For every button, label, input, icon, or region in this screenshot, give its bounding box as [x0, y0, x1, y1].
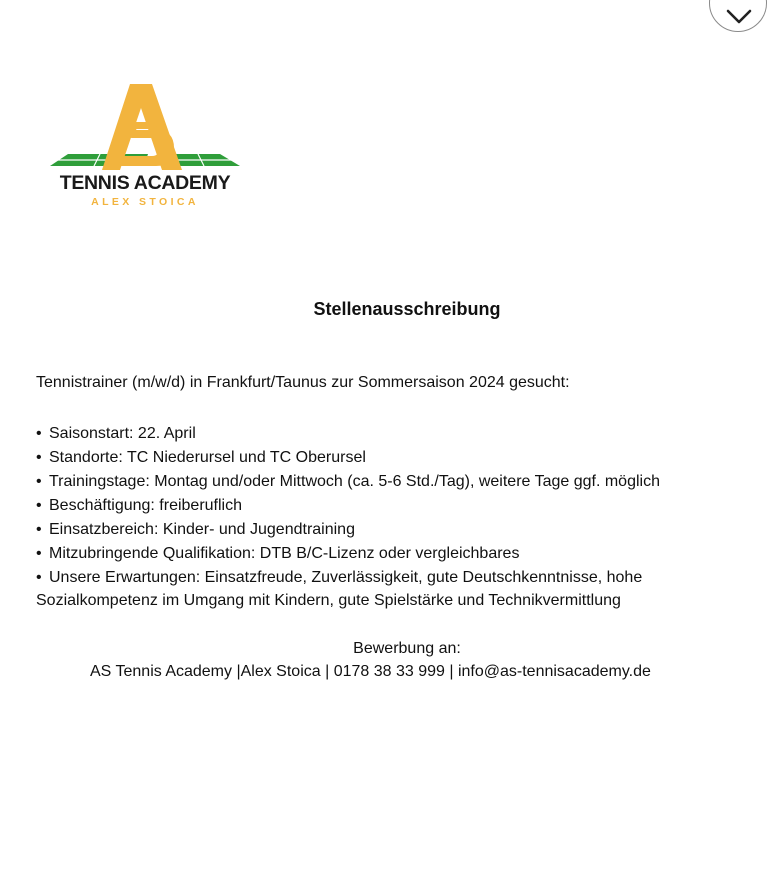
apply-label: Bewerbung an:: [353, 640, 461, 657]
bullet-icon: •: [36, 545, 42, 562]
chevron-down-icon: [726, 9, 752, 25]
bullet-icon: •: [36, 449, 42, 466]
bullet-icon: •: [36, 569, 42, 586]
academy-logo: [48, 84, 242, 208]
logo-mark-icon: [48, 84, 242, 174]
list-item: • Saisonstart: 22. April: [36, 422, 660, 446]
collapse-button[interactable]: [709, 0, 767, 32]
intro-text: Tennistrainer (m/w/d) in Frankfurt/Taunus zur Sommersaison 2024 gesucht:: [36, 374, 570, 391]
list-item: • Einsatzbereich: Kinder- und Jugendtraining: [36, 518, 660, 542]
contact-line: AS Tennis Academy |Alex Stoica | 0178 38 33 999 | info@as-tennisacademy.de: [90, 663, 651, 680]
list-item: • Trainingstage: Montag und/oder Mittwoch (ca. 5-6 Std./Tag), weitere Tage ggf. möglich: [36, 470, 660, 494]
bullet-icon: •: [36, 497, 42, 514]
bullet-icon: •: [36, 425, 42, 442]
list-item: • Mitzubringende Qualifikation: DTB B/C-Lizenz oder vergleichbares: [36, 542, 660, 566]
bullet-icon: •: [36, 521, 42, 538]
list-item-continuation: Sozialkompetenz im Umgang mit Kindern, gute Spielstärke und Technikvermittlung: [36, 592, 621, 609]
document-title: Stellenausschreibung: [313, 299, 501, 319]
requirements-list: [36, 422, 660, 590]
logo-subtitle: ALEX STOICA: [91, 196, 199, 208]
list-item: • Beschäftigung: freiberuflich: [36, 494, 660, 518]
logo-name: TENNIS ACADEMY: [59, 172, 231, 194]
list-item: • Standorte: TC Niederursel und TC Oberursel: [36, 446, 660, 470]
bullet-icon: •: [36, 473, 42, 490]
list-item: • Unsere Erwartungen: Einsatzfreude, Zuverlässigkeit, gute Deutschkenntnisse, hohe: [36, 566, 660, 590]
